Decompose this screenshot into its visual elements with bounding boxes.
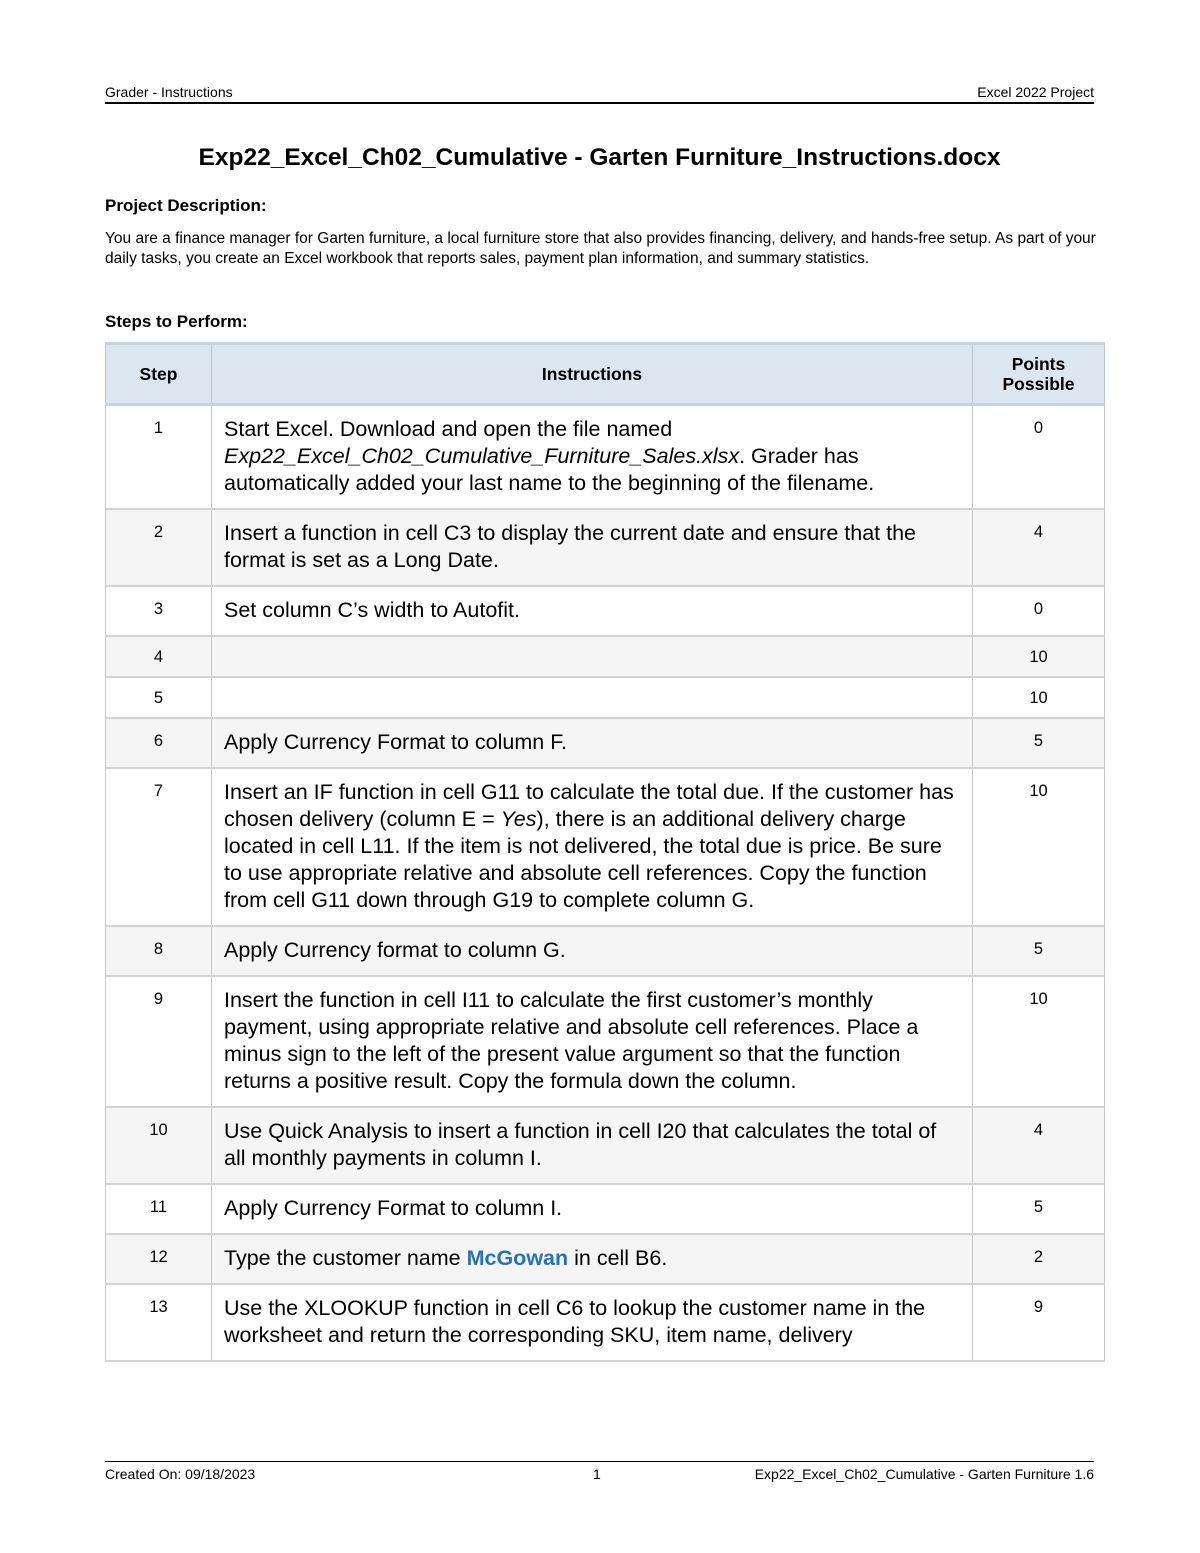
footer-page-number: 1 (593, 1466, 601, 1482)
step-number: 7 (106, 768, 212, 926)
table-row (106, 509, 1105, 586)
step-number: 5 (106, 677, 212, 718)
header-instructions: Instructions (212, 344, 973, 405)
header-left-text: Grader - Instructions (105, 84, 233, 100)
points-value: 9 (973, 1284, 1105, 1361)
step-number: 2 (106, 509, 212, 586)
step-number: 11 (106, 1184, 212, 1234)
table-row (106, 1234, 1105, 1284)
step-instructions (212, 677, 973, 718)
step-instructions: Use the XLOOKUP function in cell C6 to lookup the customer name in the worksheet and return the corresponding SKU, item name, delivery (212, 1284, 973, 1361)
table-row (106, 1284, 1105, 1361)
points-value: 5 (973, 1184, 1105, 1234)
page-header (105, 82, 1094, 104)
table-row (106, 976, 1105, 1107)
footer-document-name: Exp22_Excel_Ch02_Cumulative - Garten Furniture 1.6 (754, 1466, 1094, 1482)
instruction-text: ), there is an additional delivery charge located in cell L11. If the item is not delivered, the total due is price. Be sure to use appropriate relative and absolute cell references. Copy the function from cell G11 down through G19 to complete column G. (224, 807, 942, 912)
page-footer (105, 1461, 1094, 1484)
header-points-label: Points Possible (1002, 354, 1075, 394)
header-step: Step (106, 344, 212, 405)
table-row (106, 1184, 1105, 1234)
step-instructions (212, 768, 973, 926)
table-row (106, 718, 1105, 768)
yes-value-text: Yes (500, 807, 537, 831)
points-value: 0 (973, 586, 1105, 636)
step-number: 1 (106, 405, 212, 510)
points-value: 10 (973, 677, 1105, 718)
filename-text: Exp22_Excel_Ch02_Cumulative_Furniture_Sales.xlsx (224, 444, 740, 468)
points-value: 0 (973, 405, 1105, 510)
step-instructions (212, 405, 973, 510)
steps-heading: Steps to Perform: (105, 312, 248, 331)
step-number: 6 (106, 718, 212, 768)
instruction-text: in cell B6. (568, 1246, 668, 1270)
points-value: 2 (973, 1234, 1105, 1284)
step-instructions: Insert the function in cell I11 to calculate the first customer’s monthly payment, using appropriate relative and absolute cell references. Place a minus sign to the left of the present value argument so that the function returns a positive result. Copy the formula down the column. (212, 976, 973, 1107)
steps-table (105, 342, 1105, 1362)
step-instructions: Apply Currency Format to column F. (212, 718, 973, 768)
step-instructions (212, 636, 973, 677)
instruction-text: Start Excel. Download and open the file named (224, 417, 673, 441)
customer-name-highlight: McGowan (466, 1246, 569, 1270)
step-instructions: Use Quick Analysis to insert a function in cell I20 that calculates the total of all monthly payments in column I. (212, 1107, 973, 1184)
footer-created-date: Created On: 09/18/2023 (105, 1466, 256, 1482)
table-row (106, 636, 1105, 677)
step-instructions: Apply Currency Format to column I. (212, 1184, 973, 1234)
instruction-text: Insert an IF function in cell G11 to calculate the total due. If the customer has chosen delivery (column E = (224, 780, 954, 831)
step-instructions: Set column C’s width to Autofit. (212, 586, 973, 636)
table-row (106, 405, 1105, 510)
step-number: 10 (106, 1107, 212, 1184)
document-title: Exp22_Excel_Ch02_Cumulative - Garten Furniture_Instructions.docx (198, 144, 1001, 171)
points-value: 10 (973, 636, 1105, 677)
instruction-text: . Grader has automatically added your last name to the beginning of the filename. (224, 444, 875, 495)
table-row (106, 677, 1105, 718)
points-value: 4 (973, 509, 1105, 586)
step-number: 8 (106, 926, 212, 976)
points-value: 10 (973, 976, 1105, 1107)
step-instructions: Insert a function in cell C3 to display the current date and ensure that the format is set as a Long Date. (212, 509, 973, 586)
header-right-text: Excel 2022 Project (977, 84, 1094, 100)
step-number: 12 (106, 1234, 212, 1284)
project-description-heading: Project Description: (105, 196, 267, 215)
points-value: 5 (973, 718, 1105, 768)
step-number: 3 (106, 586, 212, 636)
table-header-row (106, 344, 1105, 405)
table-row (106, 926, 1105, 976)
step-number: 13 (106, 1284, 212, 1361)
table-row (106, 1107, 1105, 1184)
step-number: 4 (106, 636, 212, 677)
step-instructions: Apply Currency format to column G. (212, 926, 973, 976)
header-points (973, 344, 1105, 405)
points-value: 10 (973, 768, 1105, 926)
points-value: 4 (973, 1107, 1105, 1184)
project-description-text: You are a finance manager for Garten furniture, a local furniture store that also provides financing, delivery, and hands-free setup. As part of your daily tasks, you create an Excel workbook that reports sales, payment plan information, and summary statistics. (105, 230, 1096, 267)
step-instructions (212, 1234, 973, 1284)
table-row (106, 586, 1105, 636)
table-row (106, 768, 1105, 926)
instruction-text: Type the customer name (224, 1246, 467, 1270)
points-value: 5 (973, 926, 1105, 976)
step-number: 9 (106, 976, 212, 1107)
